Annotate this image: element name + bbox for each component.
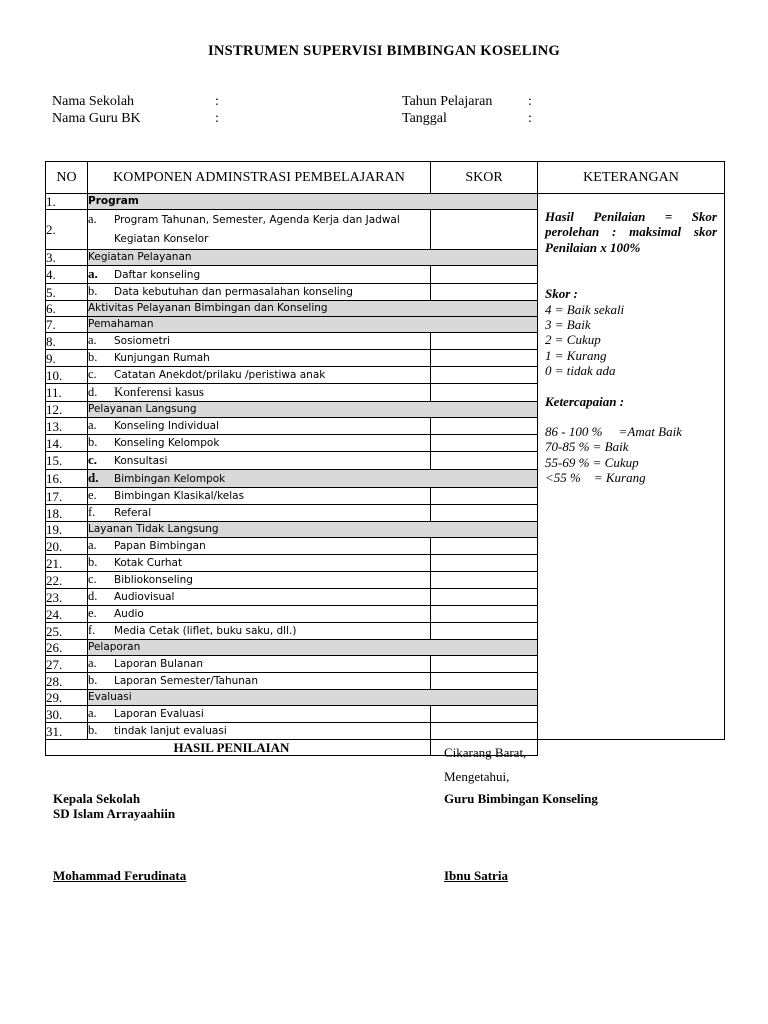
tanggal-colon: : [528,111,532,126]
item-letter: d. [88,385,98,399]
component-cell [88,488,431,505]
item-label: Aktivitas Pelayanan Bimbingan dan Konseling [88,302,328,314]
tahun-pelajaran-colon: : [528,94,532,109]
component-cell [88,317,538,333]
row-number: 24. [46,606,88,623]
component-cell [88,250,538,266]
item-label: Laporan Bulanan [114,658,204,670]
item-label: Sosiometri [114,335,170,347]
component-cell [88,284,431,301]
score-cell[interactable] [431,656,538,673]
row-number: 21. [46,555,88,572]
row-number: 30. [46,706,88,723]
component-cell [88,572,431,589]
header-komponen: KOMPONEN ADMINSTRASI PEMBELAJARAN [88,162,431,194]
row-number: 16. [46,470,88,488]
row-number: 7. [46,317,88,333]
component-cell [88,555,431,572]
component-cell [88,333,431,350]
item-label: Konsultasi [114,455,168,467]
component-cell [88,194,538,210]
row-number: 4. [46,266,88,284]
item-letter: a. [88,538,97,552]
nama-sekolah-colon: : [215,94,219,109]
item-letter: b. [88,350,98,364]
item-label: Media Cetak (liflet, buku saku, dll.) [114,625,297,637]
component-cell [88,301,538,317]
ketercapaian-item: <55 % = Kurang [545,470,646,486]
item-letter: e. [88,606,97,620]
row-number: 20. [46,538,88,555]
supervision-table [45,161,725,756]
item-label: Bimbingan Klasikal/kelas [114,490,245,502]
ketercapaian-heading: Ketercapaian : [545,393,625,409]
score-cell[interactable] [431,418,538,435]
header-no: NO [46,162,88,194]
skor-item: 3 = Baik [545,317,591,333]
row-number: 27. [46,656,88,673]
row-number: 29. [46,690,88,706]
hasil-penilaian-label: HASIL PENILAIAN [88,740,431,756]
row-number: 6. [46,301,88,317]
row-number: 11. [46,384,88,402]
skor-item: 1 = Kurang [545,347,607,363]
component-cell [88,673,431,690]
item-label: Konseling Individual [114,420,219,432]
item-letter: c. [88,572,97,586]
component-cell [88,706,431,723]
item-letter: a. [88,266,98,281]
item-letter: d. [88,589,98,603]
item-letter: a. [88,656,97,670]
formula-text: Hasil Penilaian = Skor perolehan : maksimal skor Penilaian x 100% [545,209,717,255]
item-label-continued: Kegiatan Konselor [114,233,209,245]
item-label: Data kebutuhan dan permasalahan konseling [114,286,353,298]
component-cell [88,384,431,402]
place-date: Cikarang Barat, [444,745,527,760]
row-number: 12. [46,402,88,418]
row-number: 31. [46,723,88,740]
component-cell [88,589,431,606]
item-label: Audio [114,608,144,620]
ketercapaian-item: 86 - 100 % =Amat Baik [545,424,682,440]
skor-heading: Skor : [545,286,578,302]
component-cell [88,418,431,435]
kepala-sekolah-title: Kepala Sekolah [53,791,141,806]
item-label: Laporan Evaluasi [114,708,204,720]
item-letter: b. [88,435,98,449]
hasil-empty-cell [46,740,88,756]
header-keterangan: KETERANGAN [538,162,725,194]
item-label: Program Tahunan, Semester, Agenda Kerja dan Jadwal [114,214,400,226]
item-label: Kunjungan Rumah [114,352,210,364]
item-label: tindak lanjut evaluasi [114,725,227,737]
item-label: Bibliokonseling [114,574,193,586]
document-title: INSTRUMEN SUPERVISI BIMBINGAN KOSELING [207,43,561,59]
nama-guru-label: Nama Guru BK [52,111,141,126]
row-number: 1. [46,194,88,210]
component-cell [88,690,538,706]
item-letter: b. [88,723,98,737]
item-letter: a. [88,706,97,720]
score-cell[interactable] [431,555,538,572]
item-label: Konseling Kelompok [114,437,220,449]
item-letter: f. [88,623,96,637]
score-cell[interactable] [431,706,538,723]
item-letter: c. [88,452,98,467]
score-cell[interactable] [431,572,538,589]
row-number: 23. [46,589,88,606]
item-letter: b. [88,284,98,298]
table-row [46,194,725,210]
component-cell [88,435,431,452]
score-cell[interactable] [431,673,538,690]
item-letter: a. [88,212,97,226]
row-number: 8. [46,333,88,350]
score-cell[interactable] [431,538,538,555]
component-cell [88,522,538,538]
item-label: Program [88,195,139,207]
component-cell [88,350,431,367]
item-label: Pelayanan Langsung [88,403,197,415]
row-number: 18. [46,505,88,522]
ketercapaian-item: 70-85 % = Baik [545,439,629,455]
item-letter: a. [88,333,97,347]
item-label: Bimbingan Kelompok [114,473,226,485]
header-skor: SKOR [431,162,538,194]
item-label: Konferensi kasus [114,384,204,399]
row-number: 19. [46,522,88,538]
skor-item: 0 = tidak ada [545,363,616,379]
component-cell [88,266,431,284]
component-cell [88,505,431,522]
item-label: Layanan Tidak Langsung [88,523,219,535]
keterangan-cell [538,194,725,740]
tahun-pelajaran-label: Tahun Pelajaran [402,94,493,109]
mengetahui-label: Mengetahui, [444,769,510,784]
score-cell[interactable] [431,589,538,606]
item-letter: e. [88,488,97,502]
kepala-sekolah-name: Mohammad Ferudinata [53,868,187,883]
score-cell[interactable] [431,723,538,740]
row-number: 3. [46,250,88,266]
row-number: 5. [46,284,88,301]
school-name: SD Islam Arrayaahiin [53,806,176,821]
item-label: Referal [114,507,152,519]
item-label: Kotak Curhat [114,557,183,569]
score-cell[interactable] [431,623,538,640]
score-cell[interactable] [431,505,538,522]
score-cell[interactable] [431,435,538,452]
guru-bk-name: Ibnu Satria [444,868,508,883]
ketercapaian-item: 55-69 % = Cukup [545,454,639,470]
score-cell[interactable] [431,333,538,350]
score-cell[interactable] [431,350,538,367]
item-label: Kegiatan Pelayanan [88,251,192,263]
row-number: 25. [46,623,88,640]
score-cell[interactable] [431,284,538,301]
row-number: 17. [46,488,88,505]
score-cell[interactable] [431,488,538,505]
item-label: Catatan Anekdot/prilaku /peristiwa anak [114,369,326,381]
item-label: Laporan Semester/Tahunan [114,675,258,687]
item-label: Daftar konseling [114,269,201,281]
hasil-penilaian-row [46,740,725,756]
item-label: Evaluasi [88,691,132,703]
score-cell[interactable] [431,367,538,384]
item-letter: f. [88,505,96,519]
row-number: 10. [46,367,88,384]
score-cell[interactable] [431,452,538,470]
row-number: 9. [46,350,88,367]
row-number: 28. [46,673,88,690]
tanggal-label: Tanggal [402,111,447,126]
component-cell [88,210,431,250]
component-cell [88,402,538,418]
component-cell [88,656,431,673]
guru-bk-title: Guru Bimbingan Konseling [444,791,598,806]
item-letter: b. [88,555,98,569]
score-cell[interactable] [431,210,538,250]
score-cell[interactable] [431,384,538,402]
row-number: 22. [46,572,88,589]
component-cell [88,470,538,488]
component-cell [88,640,538,656]
nama-guru-colon: : [215,111,219,126]
item-label: Pelaporan [88,641,141,653]
component-cell [88,367,431,384]
nama-sekolah-label: Nama Sekolah [52,94,135,109]
row-number: 13. [46,418,88,435]
row-number: 2. [46,210,88,250]
component-cell [88,452,431,470]
row-number: 15. [46,452,88,470]
row-number: 14. [46,435,88,452]
item-letter: a. [88,418,97,432]
item-letter: b. [88,673,98,687]
component-cell [88,538,431,555]
item-label: Pemahaman [88,318,154,330]
item-label: Papan Bimbingan [114,540,206,552]
item-letter: d. [88,470,99,485]
item-letter: c. [88,367,97,381]
skor-item: 4 = Baik sekali [545,301,625,317]
row-number: 26. [46,640,88,656]
component-cell [88,623,431,640]
skor-item: 2 = Cukup [545,332,601,348]
component-cell [88,723,431,740]
score-cell[interactable] [431,266,538,284]
component-cell [88,606,431,623]
score-cell[interactable] [431,606,538,623]
item-label: Audiovisual [114,591,175,603]
